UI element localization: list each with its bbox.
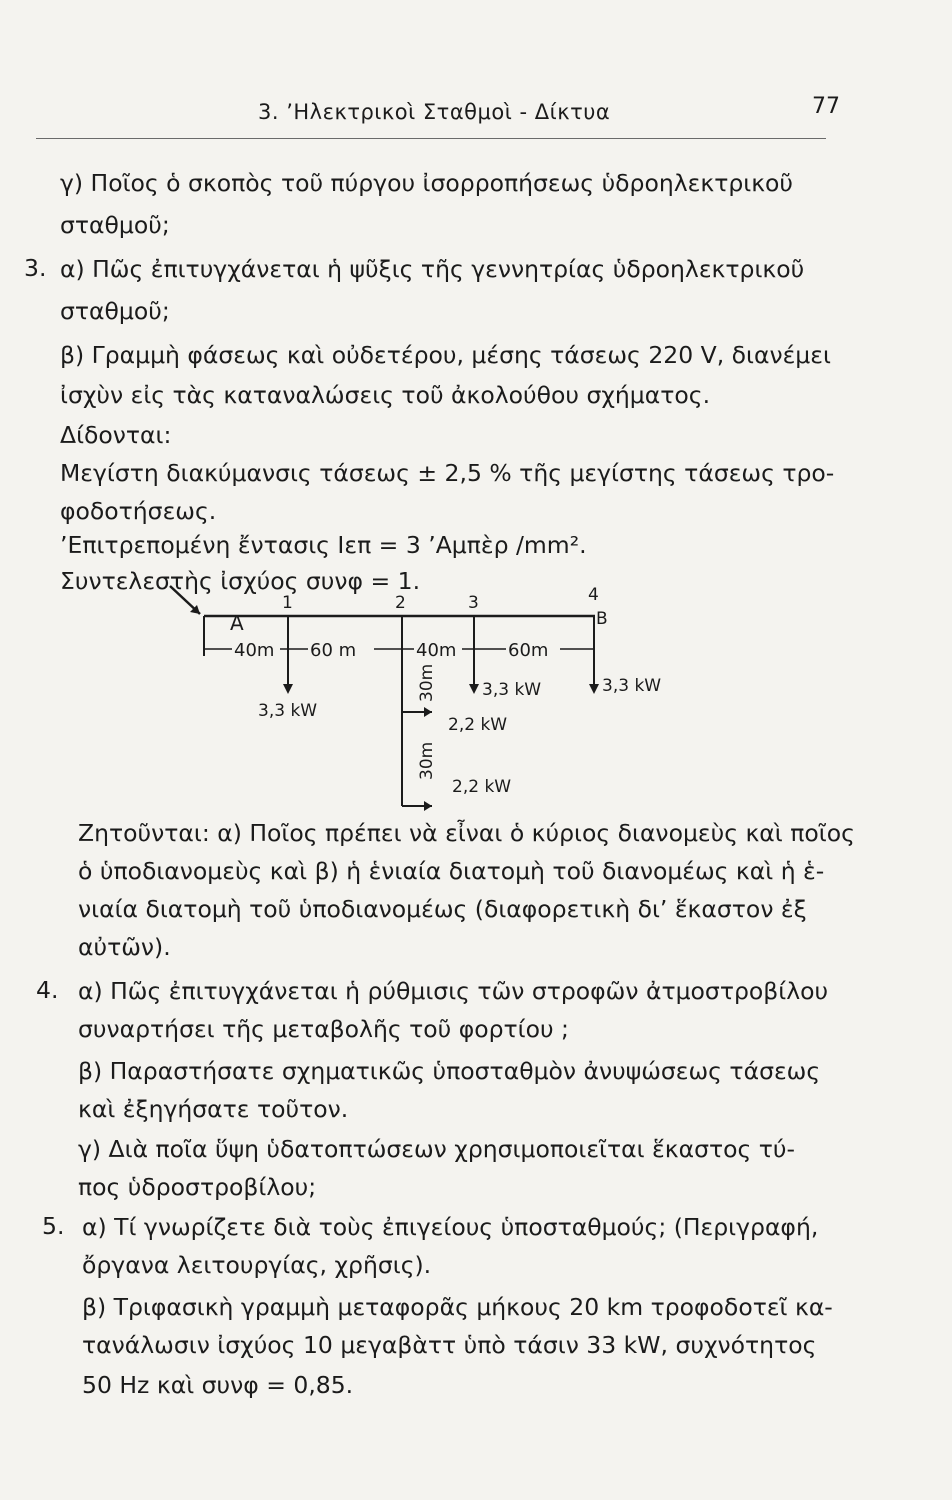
node-label-b: B [596,609,608,629]
q3-asked-line-1: Ζητοῦνται: α) Ποῖος πρέπει νὰ εἶναι ὁ κύριος διανομεὺς καὶ ποῖος [78,819,855,847]
q5-beta-line-2: τανάλωσιν ἰσχύος 10 μεγαβὰττ ὑπὸ τάσιν 33 kW, συχνότητος [82,1331,817,1359]
load-1-label: 3,3 kW [258,701,318,721]
dist-1-2: 60 m [310,640,357,661]
dist-branch-2: 30m [417,741,437,780]
load-3-arrow [469,684,479,694]
load-4-label: 3,3 kW [602,676,662,696]
q3-given-label: Δίδονται: [60,421,172,449]
q5-alpha-line-2: ὄργανα λειτουργίας, χρῆσις). [82,1251,432,1279]
question-5-number: 5. [42,1212,65,1240]
q3-beta-line-1: β) Γραμμὴ φάσεως καὶ οὐδετέρου, μέσης τάσεως 220 V, διανέμει [60,341,831,369]
node-label-2: 2 [395,593,406,613]
question-4-number: 4. [36,976,59,1004]
load-3-label: 3,3 kW [482,680,542,700]
branch-load-1-arrow [424,707,432,717]
q4-alpha-line-2: συναρτήσει τῆς μεταβολῆς τοῦ φορτίου ; [78,1015,569,1043]
page-number: 77 [812,94,840,119]
q3-given-line-2: φοδοτήσεως. [60,497,217,525]
q5-alpha-line-1: α) Τί γνωρίζετε διὰ τοὺς ἐπιγείους ὑποσταθμούς; (Περιγραφή, [82,1213,819,1241]
branch-load-1-label: 2,2 kW [448,715,508,735]
q4-gamma-line-2: πος ὑδροστροβίλου; [78,1173,317,1201]
q3-asked-line-3: νιαία διατομὴ τοῦ ὑποδιανομέως (διαφορετικὴ δι’ ἕκαστον ἐξ [78,895,807,923]
branch-load-2-label: 2,2 kW [452,777,512,797]
q4-alpha-line-1: α) Πῶς ἐπιτυγχάνεται ἡ ρύθμισις τῶν στροφῶν ἀτμοστροβίλου [78,977,829,1005]
node-label-4: 4 [588,585,599,605]
q4-beta-line-1: β) Παραστήσατε σχηματικῶς ὑποσταθμὸν ἀνυψώσεως τάσεως [78,1057,821,1085]
q3-given-line-1: Μεγίστη διακύμανσις τάσεως ± 2,5 % τῆς μεγίστης τάσεως τρο- [60,459,835,487]
q3-beta-line-2: ἰσχὺν εἰς τὰς καταναλώσεις τοῦ ἀκολούθου σχήματος. [60,381,711,409]
q4-beta-line-2: καὶ ἐξηγήσατε τοῦτον. [78,1095,349,1123]
q5-beta-line-3: 50 Hz καὶ συνφ = 0,85. [82,1371,354,1399]
q3-alpha-line-1: α) Πῶς ἐπιτυγχάνεται ἡ ψῦξις τῆς γεννητρίας ὑδροηλεκτρικοῦ [60,255,805,283]
node-label-a: A [230,611,244,635]
q3-asked-line-4: αὐτῶν). [78,933,171,961]
q2-gamma-line-1: γ) Ποῖος ὁ σκοπὸς τοῦ πύργου ἰσορροπήσεως ὑδροηλεκτρικοῦ [60,169,794,197]
dist-branch-1: 30m [417,663,437,702]
q3-asked-line-2: ὁ ὑποδιανομεὺς καὶ β) ἡ ἑνιαία διατομὴ τοῦ διανομέως καὶ ἡ ἑ- [78,857,825,885]
dist-2-3: 40m [416,640,457,661]
node-label-3: 3 [468,593,479,613]
dist-3-4: 60m [508,640,549,661]
dist-a-1: 40m [234,640,275,661]
q4-gamma-line-1: γ) Διὰ ποῖα ὕψη ὑδατοπτώσεων χρησιμοποιεῖται ἕκαστος τύ- [78,1135,795,1163]
node-label-1: 1 [282,593,293,613]
distribution-line-diagram [170,586,710,816]
question-3-number: 3. [24,254,47,282]
q5-beta-line-1: β) Τριφασικὴ γραμμὴ μεταφορᾶς μήκους 20 km τροφοδοτεῖ κα- [82,1293,833,1321]
q3-given-line-4: Συντελεστὴς ἰσχύος συνφ = 1. [60,567,421,595]
q2-gamma-line-2: σταθμοῦ; [60,211,170,239]
load-1-arrow [283,684,293,694]
load-4-arrow [589,684,599,694]
branch-load-2-arrow [424,801,432,811]
header-rule [36,138,826,139]
q3-alpha-line-2: σταθμοῦ; [60,297,170,325]
running-header: 3. ’Ηλεκτρικοὶ Σταθμοὶ - Δίκτυα [258,100,611,124]
q3-given-line-3: ’Επιτρεπομένη ἔντασις Iεπ = 3 ’Αμπὲρ /mm². [60,531,587,559]
